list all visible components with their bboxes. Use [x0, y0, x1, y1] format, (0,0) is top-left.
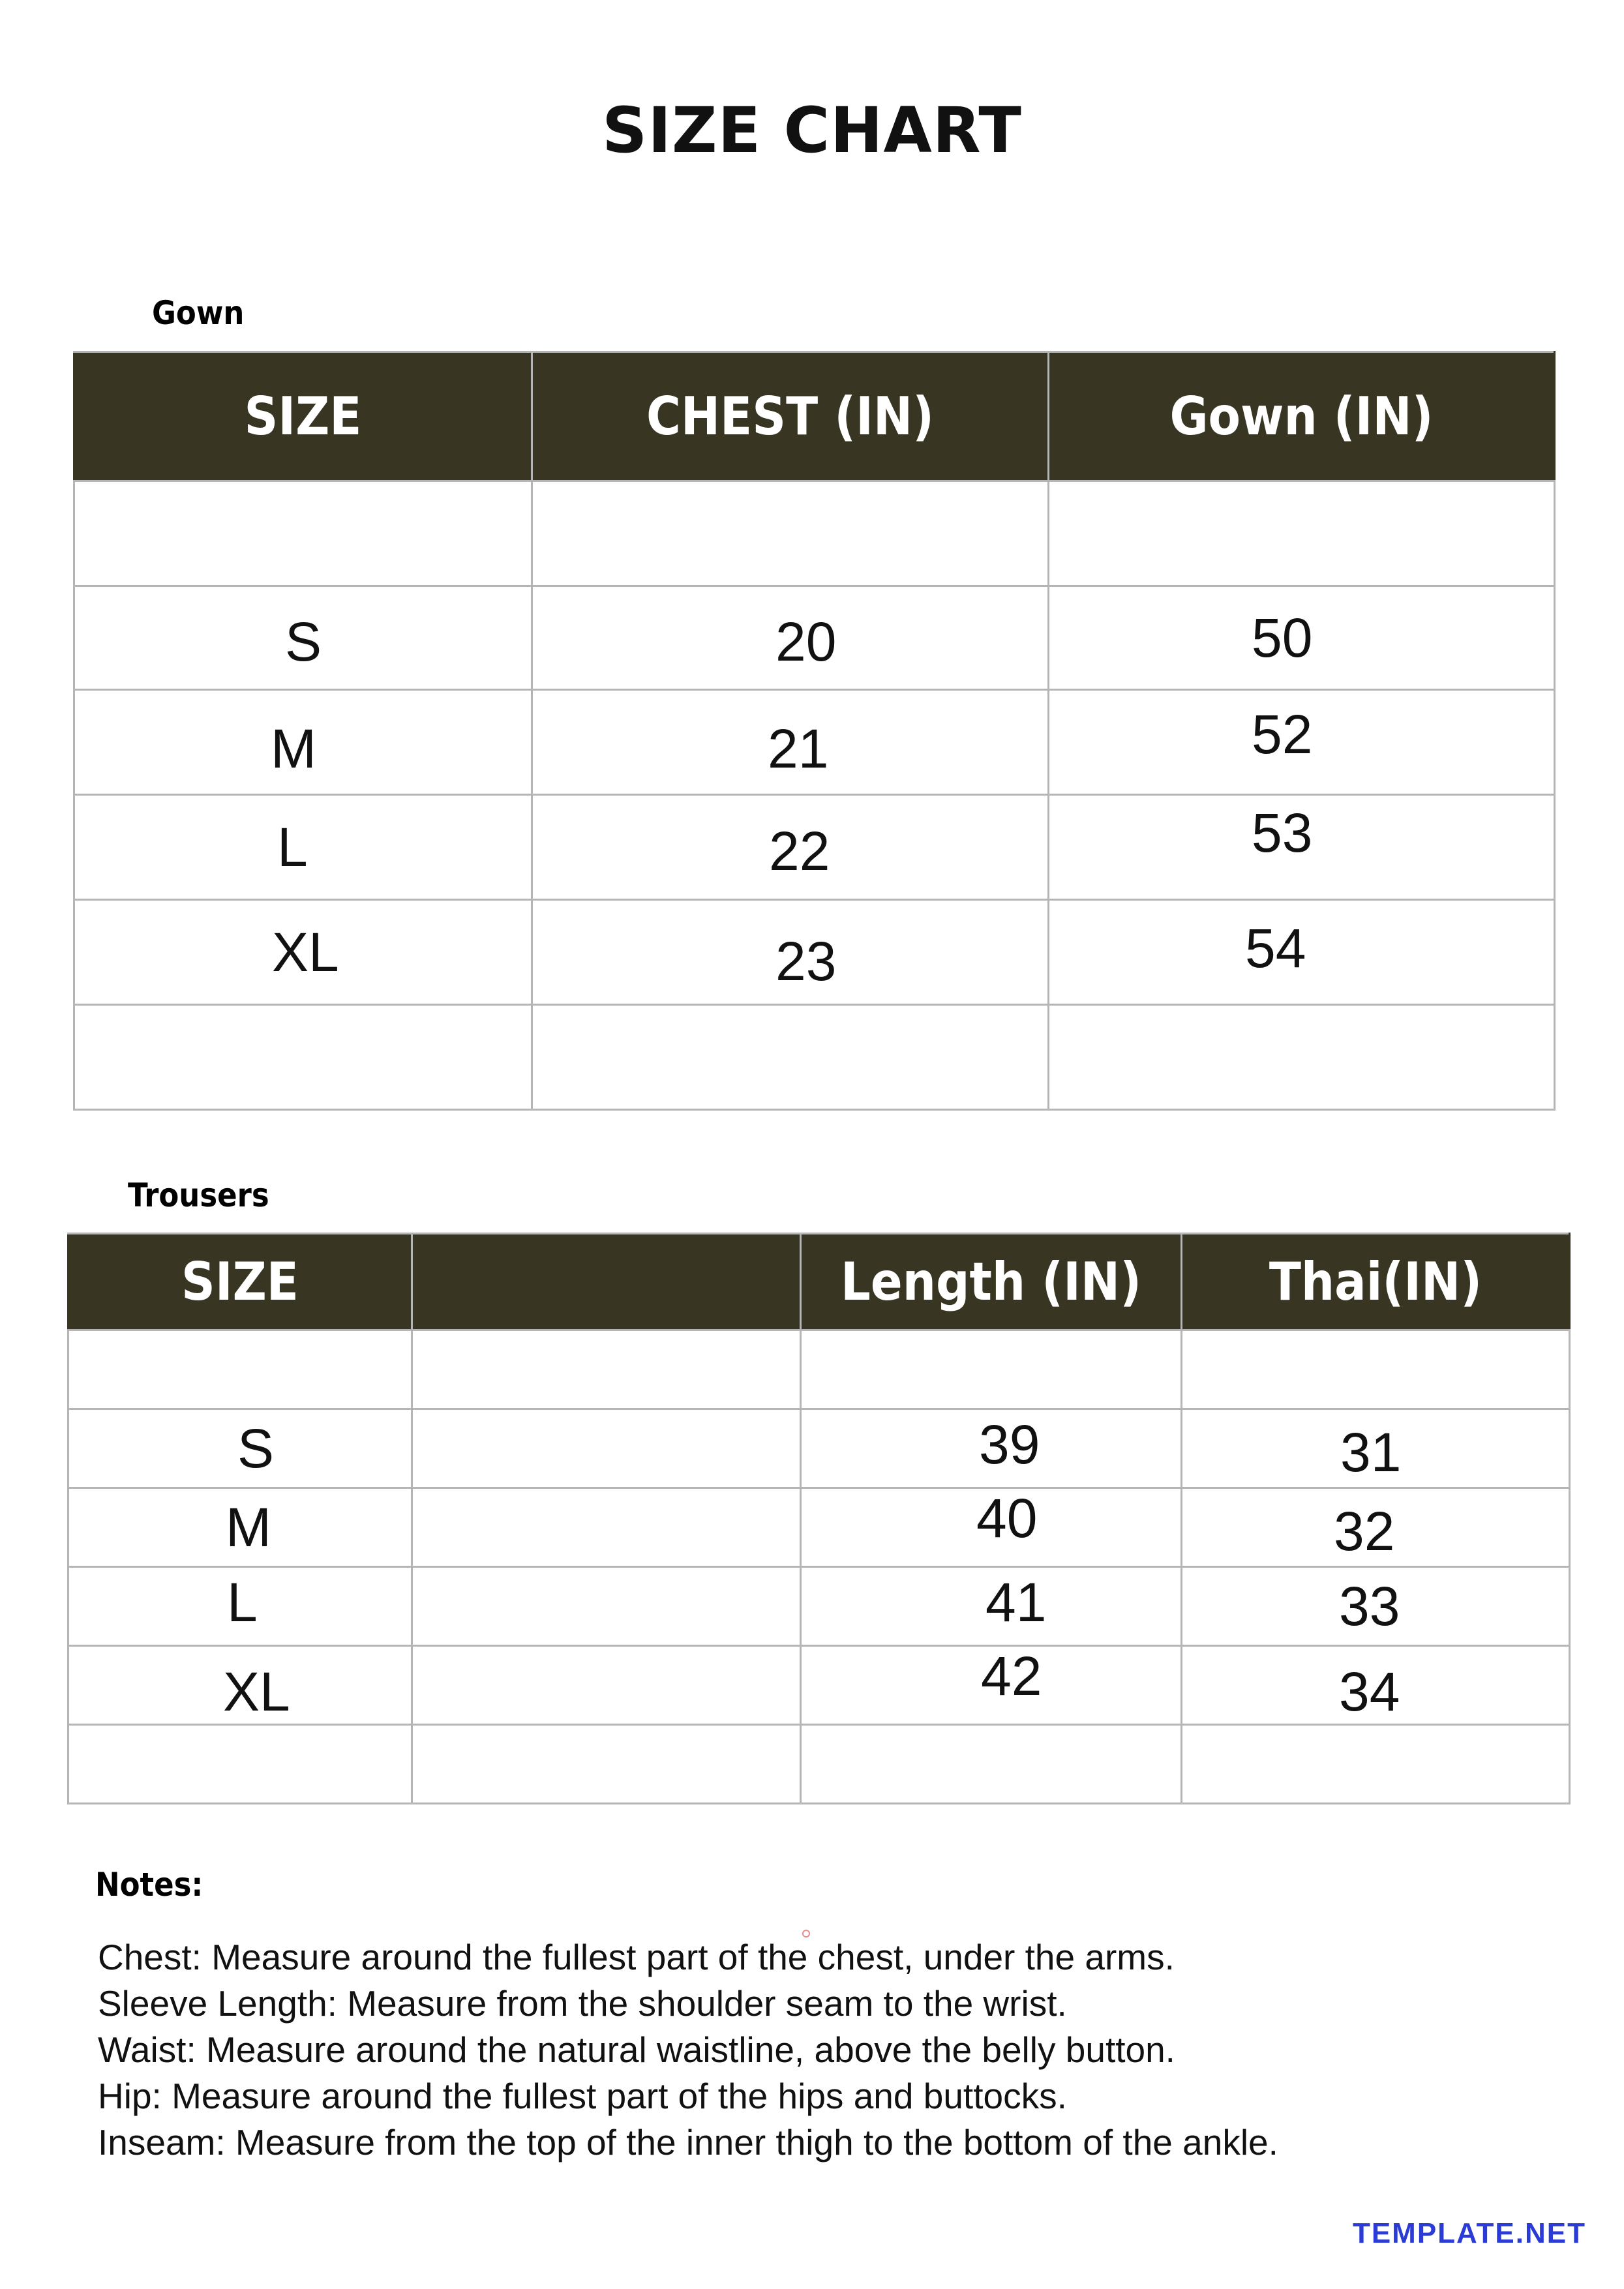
- trousers-length-cell: 40: [976, 1487, 1038, 1549]
- gown-chest-cell: 22: [769, 820, 830, 882]
- brand-logo[interactable]: TEMPLATE.NET: [1352, 2217, 1586, 2249]
- gown-size-cell: XL: [272, 921, 339, 983]
- gown-empty-row: [74, 1005, 1555, 1110]
- notes-list: [98, 1934, 1278, 2166]
- table-row: [74, 690, 1555, 795]
- trousers-header-thai: Thai(IN): [1182, 1234, 1570, 1330]
- trousers-size-cell: S: [237, 1417, 275, 1479]
- page-title: SIZE CHART: [602, 94, 1022, 167]
- gown-size-table: [73, 351, 1556, 1111]
- trousers-length-cell: 42: [981, 1645, 1042, 1707]
- trousers-empty-row: [68, 1725, 1570, 1804]
- trousers-size-table: [67, 1233, 1571, 1804]
- table-row: [74, 795, 1555, 900]
- gown-empty-row: [74, 481, 1555, 586]
- table-row: [74, 900, 1555, 1005]
- gown-header-size: SIZE: [74, 352, 532, 481]
- table-row: [68, 1646, 1570, 1725]
- trousers-length-cell: 41: [985, 1571, 1047, 1633]
- note-line-inseam: Inseam: Measure from the top of the inner thigh to the bottom of the ankle.: [98, 2122, 1278, 2162]
- trousers-thai-cell: 32: [1334, 1500, 1395, 1562]
- trousers-size-cell: XL: [223, 1660, 290, 1722]
- table-row: [68, 1409, 1570, 1488]
- gown-chest-cell: 20: [775, 610, 837, 672]
- gown-length-cell: 52: [1252, 703, 1313, 765]
- gown-length-cell: 54: [1245, 917, 1306, 979]
- trousers-thai-cell: 31: [1340, 1421, 1402, 1483]
- gown-header-gown: Gown (IN): [1049, 352, 1555, 481]
- gown-size-cell: M: [271, 717, 316, 779]
- gown-section-label: Gown: [152, 294, 245, 332]
- note-line-waist: Waist: Measure around the natural waistline, above the belly button.: [98, 2029, 1175, 2070]
- trousers-section-label: Trousers: [128, 1176, 269, 1214]
- trousers-thai-cell: 33: [1339, 1575, 1400, 1637]
- trousers-size-cell: L: [227, 1571, 258, 1633]
- trousers-length-cell: 39: [979, 1413, 1040, 1475]
- trousers-header-blank: [412, 1234, 801, 1330]
- trousers-header-length: Length (IN): [801, 1234, 1182, 1330]
- table-row: [68, 1488, 1570, 1567]
- table-row: [74, 586, 1555, 690]
- gown-header-row: [74, 352, 1555, 481]
- note-line-hip: Hip: Measure around the fullest part of the hips and buttocks.: [98, 2076, 1067, 2116]
- trousers-header-size: SIZE: [68, 1234, 412, 1330]
- table-row: [68, 1567, 1570, 1646]
- trousers-size-cell: M: [226, 1496, 271, 1558]
- gown-size-cell: S: [285, 610, 322, 672]
- trousers-empty-row: [68, 1330, 1570, 1409]
- trousers-header-row: [68, 1234, 1570, 1330]
- note-line-chest: Chest: Measure around the fullest part of the chest, under the arms.: [98, 1937, 1175, 1977]
- notes-heading: Notes:: [95, 1866, 203, 1904]
- gown-chest-cell: 23: [775, 930, 837, 992]
- trousers-thai-cell: 34: [1339, 1660, 1400, 1722]
- gown-length-cell: 53: [1252, 801, 1313, 863]
- note-line-sleeve: Sleeve Length: Measure from the shoulder seam to the wrist.: [98, 1983, 1067, 2024]
- gown-size-cell: L: [277, 816, 308, 878]
- gown-header-chest: CHEST (IN): [532, 352, 1049, 481]
- gown-length-cell: 50: [1252, 606, 1313, 668]
- gown-chest-cell: 21: [768, 717, 829, 779]
